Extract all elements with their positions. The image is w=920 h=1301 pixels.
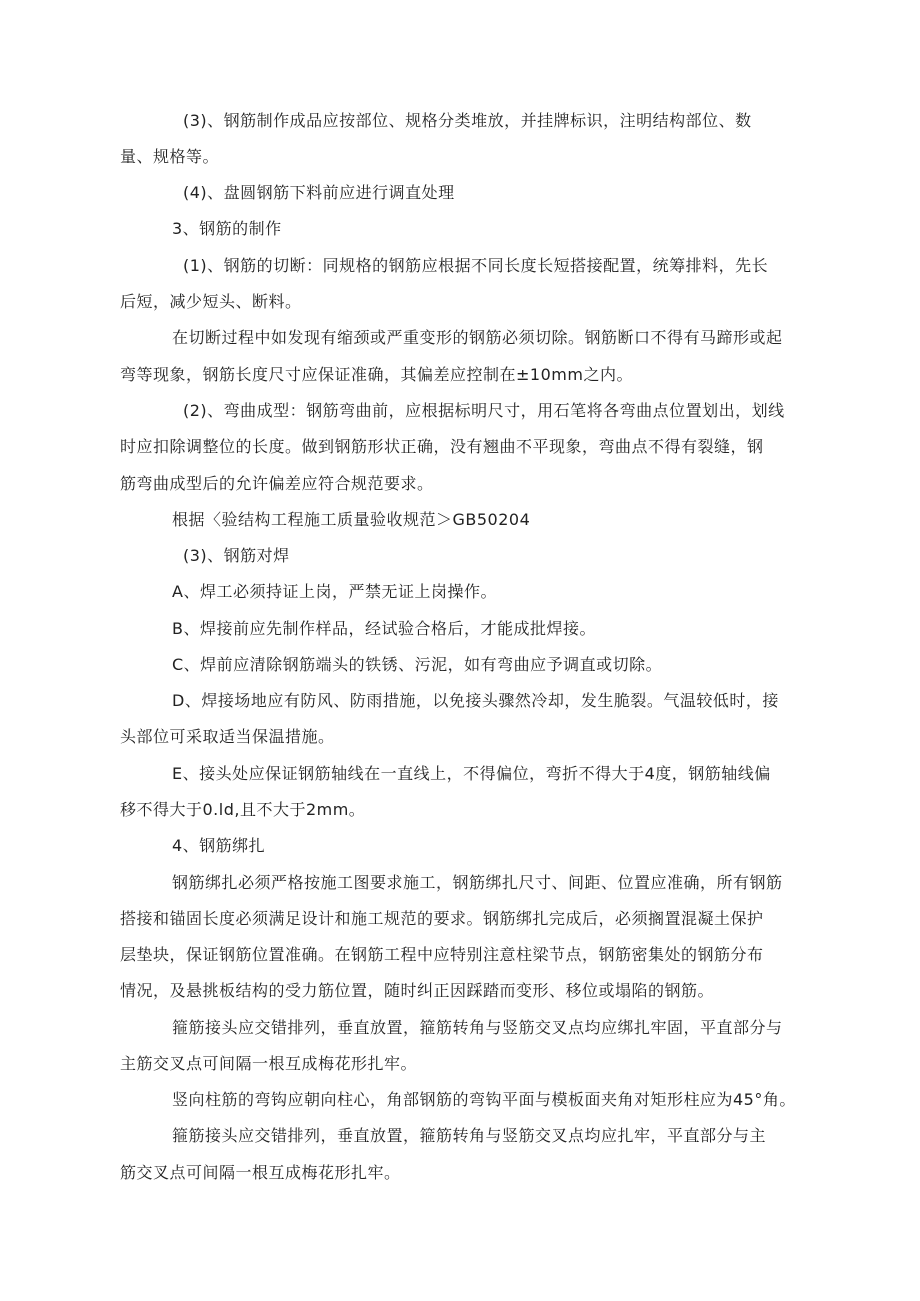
paragraph-line: (4)、盘圆钢筋下料前应进行调直处理 [183, 183, 455, 202]
paragraph-line: 主筋交叉点可间隔一根互成梅花形扎牢。 [120, 1054, 418, 1073]
paragraph-line: (3)、钢筋制作成品应按部位、规格分类堆放，并挂牌标识，注明结构部位、数 [183, 111, 752, 130]
paragraph-line: E、接头处应保证钢筋轴线在一直线上，不得偏位，弯折不得大于4度，钢筋轴线偏 [172, 764, 771, 783]
paragraph-line: 搭接和锚固长度必须满足设计和施工规范的要求。钢筋绑扎完成后，必须搁置混凝土保护 [120, 909, 764, 928]
paragraph-line: B、焊接前应先制作样品，经试验合格后，才能成批焊接。 [172, 619, 596, 638]
paragraph-line: 筋交叉点可间隔一根互成梅花形扎牢。 [120, 1163, 401, 1182]
paragraph-line: 层垫块，保证钢筋位置准确。在钢筋工程中应特别注意柱梁节点，钢筋密集处的钢筋分布 [120, 945, 764, 964]
paragraph-line: A、焊工必须持证上岗，严禁无证上岗操作。 [172, 582, 497, 601]
paragraph-line: 量、规格等。 [120, 147, 220, 166]
paragraph-line: C、焊前应清除钢筋端头的铁锈、污泥，如有弯曲应予调直或切除。 [172, 655, 663, 674]
paragraph-line: 钢筋绑扎必须严格按施工图要求施工，钢筋绑扎尺寸、间距、位置应准确，所有钢筋 [172, 873, 783, 892]
section-heading: 3、钢筋的制作 [172, 219, 282, 238]
paragraph-line: 时应扣除调整位的长度。做到钢筋形状正确，没有翘曲不平现象，弯曲点不得有裂缝，钢 [120, 437, 764, 456]
paragraph-line: 箍筋接头应交错排列，垂直放置，箍筋转角与竖筋交叉点均应绑扎牢固，平直部分与 [172, 1018, 783, 1037]
paragraph-line: 头部位可采取适当保温措施。 [120, 727, 335, 746]
paragraph-line: 箍筋接头应交错排列，垂直放置，箍筋转角与竖筋交叉点均应扎牢，平直部分与主 [172, 1126, 767, 1145]
section-heading: 4、钢筋绑扎 [172, 836, 266, 855]
paragraph-line: (3)、钢筋对焊 [183, 546, 290, 565]
paragraph-line: 根据〈验结构工程施工质量验收规范＞GB50204 [172, 510, 531, 529]
paragraph-line: 在切断过程中如发现有缩颈或严重变形的钢筋必须切除。钢筋断口不得有马蹄形或起 [172, 328, 783, 347]
paragraph-line: 筋弯曲成型后的允许偏差应符合规范要求。 [120, 474, 434, 493]
paragraph-line: 移不得大于0.ld,且不大于2mm。 [120, 800, 366, 819]
paragraph-line: (1)、钢筋的切断：同规格的钢筋应根据不同长度长短搭接配置，统筹排料，先长 [183, 256, 769, 275]
paragraph-line: 竖向柱筋的弯钩应朝向柱心，角部钢筋的弯钩平面与模板面夹角对矩形柱应为45°角。 [172, 1090, 796, 1109]
paragraph-line: (2)、弯曲成型：钢筋弯曲前，应根据标明尺寸，用石笔将各弯曲点位置划出，划线 [183, 401, 785, 420]
paragraph-line: D、焊接场地应有防风、防雨措施，以免接头骤然冷却，发生脆裂。气温较低时，接 [172, 691, 779, 710]
paragraph-line: 后短，减少短头、断料。 [120, 292, 302, 311]
paragraph-line: 弯等现象，钢筋长度尺寸应保证准确，其偏差应控制在±10mm之内。 [120, 365, 633, 384]
paragraph-line: 情况，及悬挑板结构的受力筋位置，随时纠正因踩踏而变形、移位或塌陷的钢筋。 [120, 981, 715, 1000]
